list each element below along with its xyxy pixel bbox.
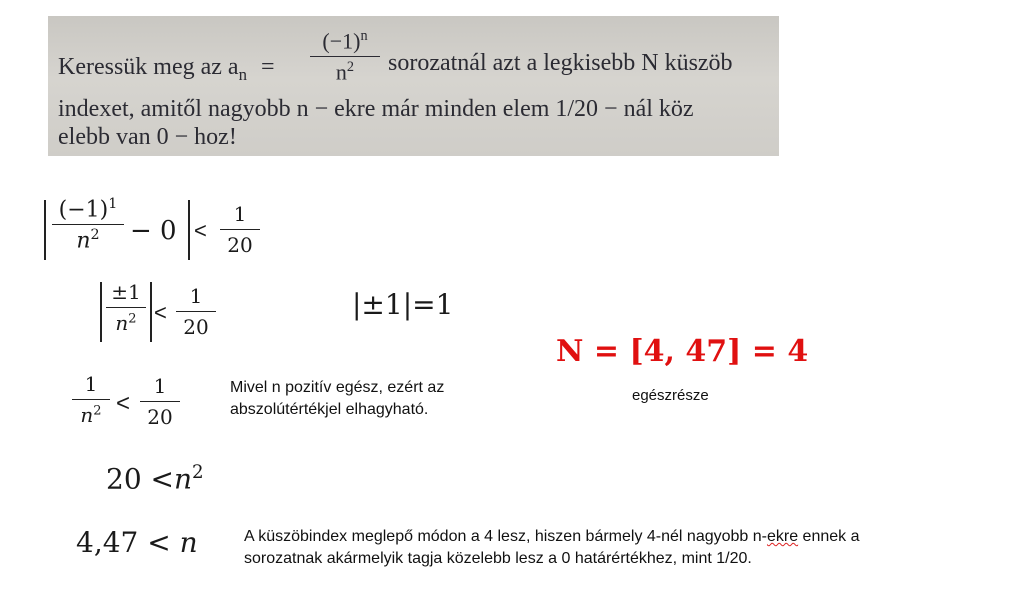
problem-fraction: $(-1)^n$ $n^2$: [310, 28, 380, 86]
result-formula: N = [4, 47] = 4: [556, 334, 809, 369]
abs-value-note: |±1|=1: [352, 288, 454, 321]
step-1-inequality: $(-1)^1$ $n^2$ − 0 < 1 20: [40, 196, 280, 268]
positive-integer-note: Mivel n pozitív egész, ezért az abszolútértékjel elhagyható.: [230, 379, 445, 418]
conclusion-text: A küszöbindex meglepő módon a 4 lesz, hiszen bármely 4-nél nagyobb n-ekre ennek a sorozatnak akármelyik tagja közelebb lesz a 0 határértékhez, mint 1/20.: [244, 528, 860, 567]
step-5-inequality: 4,47 < n: [76, 526, 198, 559]
problem-photo: [48, 16, 779, 156]
step-2-inequality: ±1 $n^2$ < 1 20: [96, 280, 236, 350]
problem-line-1-post: sorozatnál azt a legkisebb N küszöb: [388, 50, 733, 76]
step-4-inequality: $20 <n^2$: [106, 462, 204, 496]
result-caption: egészrésze: [632, 387, 709, 404]
problem-line-2: indexet, amitől nagyobb n − ekre már minden elem 1/20 − nál köz: [58, 96, 694, 122]
problem-line-1-pre: Keressük meg az $a_n$ =: [58, 54, 275, 84]
problem-line-3: elebb van 0 − hoz!: [58, 124, 237, 150]
step-3-inequality: 1 $n^2$ < 1 20: [72, 372, 192, 442]
